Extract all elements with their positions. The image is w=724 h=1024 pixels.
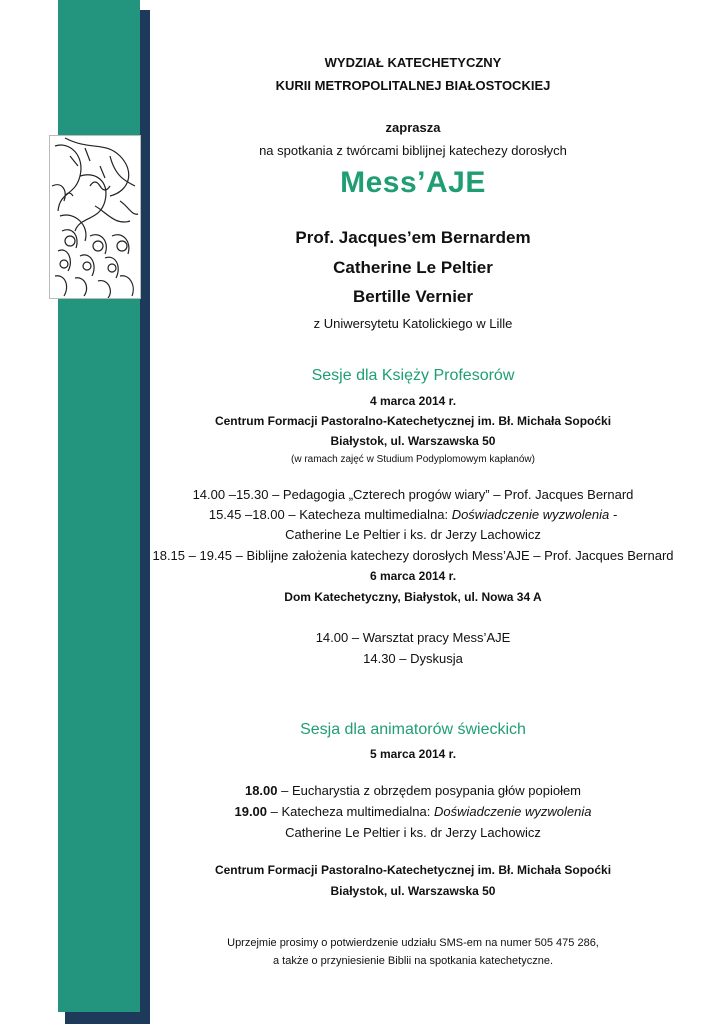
session2-item2-text: – Katecheza multimedialna:	[267, 804, 434, 819]
event-title: Mess’AJE	[340, 166, 486, 199]
session1-venue1: Centrum Formacji Pastoralno-Katechetycznej im. Bł. Michała Sopoćki	[214, 414, 612, 428]
speaker-1: Prof. Jacques’em Bernardem	[295, 228, 531, 247]
session1-item2	[150, 507, 676, 522]
session2-item1	[150, 783, 676, 798]
session1-item3: 18.15 – 19.45 – Biblijne założenia katechezy dorosłych Mess’AJE – Prof. Jacques Bernard	[152, 548, 674, 563]
session2-item1-time: 18.00	[244, 783, 278, 798]
session1-heading: Sesje dla Księży Profesorów	[311, 367, 515, 384]
session1-note1: (w ramach zajęć w Studium Podyplomowym kapłanów)	[291, 454, 535, 465]
session1-item2-cont: Catherine Le Peltier i ks. dr Jerzy Lachowicz	[285, 527, 541, 542]
session1-item5: 14.30 – Dyskusja	[363, 651, 463, 666]
session2-item2-time: 19.00	[234, 804, 268, 819]
footer-line-2: a także o przyniesienie Biblii na spotkania katechetyczne.	[272, 955, 554, 967]
org-line-2: KURII METROPOLITALNEJ BIAŁOSTOCKIEJ	[275, 78, 551, 93]
session1-date1: 4 marca 2014 r.	[369, 394, 457, 408]
poster-content	[150, 0, 676, 1024]
session2-address: Białystok, ul. Warszawska 50	[330, 884, 496, 898]
session2-date: 5 marca 2014 r.	[369, 747, 457, 761]
session2-item2	[150, 804, 676, 819]
session1-item1: 14.00 –15.30 – Pedagogia „Czterech progów wiary” – Prof. Jacques Bernard	[192, 487, 634, 502]
session1-item2-prefix: 15.45 –18.00 – Katecheza multimedialna:	[208, 507, 452, 522]
org-line-1: WYDZIAŁ KATECHETYCZNY	[324, 55, 502, 70]
session2-item2-italic: Doświadczenie wyzwolenia	[433, 804, 592, 819]
speaker-3: Bertille Vernier	[352, 287, 473, 306]
session2-heading: Sesja dla animatorów świeckich	[300, 721, 526, 738]
session1-date2: 6 marca 2014 r.	[369, 569, 457, 583]
speaker-2: Catherine Le Peltier	[333, 258, 493, 277]
session2-item1-text: – Eucharystia z obrzędem posypania głów popiołem	[277, 783, 582, 798]
session1-item2-italic: Doświadczenie wyzwolenia -	[451, 507, 618, 522]
invites-text: zaprasza	[385, 120, 441, 135]
session2-item2-cont: Catherine Le Peltier i ks. dr Jerzy Lachowicz	[285, 825, 541, 840]
session1-item4: 14.00 – Warsztat pracy Mess’AJE	[315, 630, 511, 645]
session1-address1: Białystok, ul. Warszawska 50	[330, 434, 496, 448]
illustration-image	[49, 135, 141, 299]
session1-venue2: Dom Katechetyczny, Białystok, ul. Nowa 34 A	[284, 590, 542, 604]
footer-line-1: Uprzejmie prosimy o potwierdzenie udziału SMS-em na numer 505 475 286,	[227, 937, 599, 949]
subtitle-text: na spotkania z twórcami biblijnej katechezy dorosłych	[259, 143, 567, 158]
session2-venue: Centrum Formacji Pastoralno-Katechetycznej im. Bł. Michała Sopoćki	[214, 863, 612, 877]
affiliation-text: z Uniwersytetu Katolickiego w Lille	[313, 316, 513, 331]
